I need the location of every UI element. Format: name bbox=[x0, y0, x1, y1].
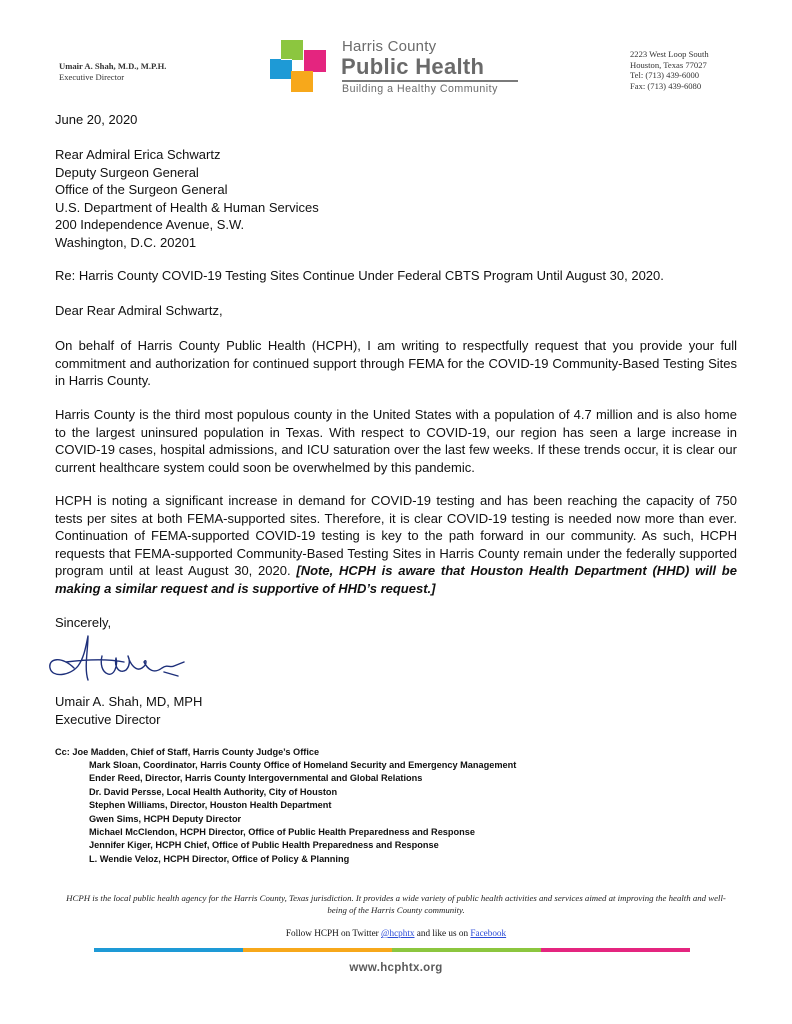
address-street: 2223 West Loop South bbox=[630, 49, 709, 59]
cc-item: Michael McClendon, HCPH Director, Office of Public Health Preparedness and Response bbox=[89, 827, 475, 838]
bar-segment-blue bbox=[94, 948, 243, 952]
cc-item: Dr. David Persse, Local Health Authority, City of Houston bbox=[89, 786, 338, 797]
address-city: Houston, Texas 77027 bbox=[630, 59, 707, 70]
signature-image bbox=[44, 628, 194, 688]
paragraph-2: Harris County is the third most populous county in the United States with a population of 4.7 million and is also home to the largest uninsured population in Texas. With respect to COVID-19, our region has seen a large increase in COVID-19 cases, hospital admissions, and ICU saturation over the last few weeks. If these trends occur, it is clear our current healthcare system could soon be overwhelmed by this pandemic. bbox=[55, 407, 737, 475]
bar-segment-green bbox=[392, 948, 541, 952]
paragraph-1: On behalf of Harris County Public Health (HCPH), I am writing to respectfully request that you provide your full commitment and authorization for continued support through FEMA for the COVID-19 Community-Based Testing Sites in Harris County. bbox=[55, 338, 737, 388]
follow-middle: and like us on bbox=[414, 928, 471, 938]
address-fax: Fax: (713) 439-6080 bbox=[630, 80, 702, 91]
hcph-logo-icon bbox=[268, 38, 330, 94]
cc-item: Stephen Williams, Director, Houston Health Department bbox=[89, 800, 332, 811]
director-title: Executive Director bbox=[59, 72, 125, 82]
paragraph-3 bbox=[55, 492, 737, 597]
logo-tagline: Building a Healthy Community bbox=[342, 83, 498, 95]
recipient-block bbox=[55, 146, 737, 251]
cc-item: Ender Reed, Director, Harris County Intergovernmental and Global Relations bbox=[89, 773, 423, 784]
closing: Sincerely, bbox=[55, 615, 112, 630]
signer-title: Executive Director bbox=[55, 711, 161, 727]
logo-name: Public Health bbox=[341, 54, 485, 79]
cc-item: Mark Sloan, Coordinator, Harris County Office of Homeland Security and Emergency Management bbox=[89, 760, 517, 770]
cc-list bbox=[89, 759, 516, 866]
logo-divider bbox=[342, 80, 518, 82]
paragraph-3-note: [Note, HCPH is aware that Houston Health Department (HHD) will be making a similar request and is supportive of HHD’s request.] bbox=[55, 563, 737, 596]
director-name: Umair A. Shah, M.D., M.P.H. bbox=[59, 61, 167, 71]
footer-description: HCPH is the local public health agency for the Harris County, Texas jurisdiction. It provides a wide variety of public health activities and services aimed at improving the health and well-being of the Harris County community. bbox=[66, 893, 726, 915]
footer-color-bar bbox=[94, 948, 690, 952]
office-address bbox=[630, 49, 709, 91]
recipient-line: U.S. Department of Health & Human Services bbox=[55, 199, 319, 215]
paragraph-3-text: HCPH is noting a significant increase in demand for COVID-19 testing and has been reaching the capacity of 750 tests per sites at both FEMA-supported sites. Therefore, it is clear COVID-19 testing is needed now more than ever. Continuation of FEMA-supported COVID-19 testing is key to the path forward in our community. As such, HCPH requests that FEMA-supported Community-Based Testing Sites in Harris County remain under the federally supported program until at least August 30, 2020. bbox=[55, 493, 737, 578]
bar-segment-orange bbox=[243, 948, 392, 952]
recipient-line: Deputy Surgeon General bbox=[55, 164, 199, 180]
address-tel: Tel: (713) 439-6000 bbox=[630, 70, 700, 81]
letter-date: June 20, 2020 bbox=[55, 112, 138, 127]
recipient-line: 200 Independence Avenue, S.W. bbox=[55, 217, 245, 232]
follow-prefix: Follow HCPH on Twitter bbox=[285, 928, 382, 938]
subject-line: Re: Harris County COVID-19 Testing Sites Continue Under Federal CBTS Program Until August 30, 2020. bbox=[55, 268, 664, 283]
signer-name: Umair A. Shah, MD, MPH bbox=[55, 694, 203, 709]
cc-item: L. Wendie Veloz, HCPH Director, Office of Policy & Planning bbox=[89, 853, 350, 864]
salutation: Dear Rear Admiral Schwartz, bbox=[55, 303, 223, 318]
twitter-link[interactable]: @hcphtx bbox=[381, 928, 415, 938]
recipient-line: Rear Admiral Erica Schwartz bbox=[55, 147, 221, 162]
recipient-line: Office of the Surgeon General bbox=[55, 182, 228, 197]
logo-county: Harris County bbox=[342, 38, 437, 55]
website-url: www.hcphtx.org bbox=[349, 962, 443, 974]
footer-follow bbox=[0, 928, 792, 938]
recipient-line: Washington, D.C. 20201 bbox=[55, 234, 197, 250]
bar-segment-pink bbox=[541, 948, 690, 952]
facebook-link[interactable]: Facebook bbox=[470, 928, 507, 938]
cc-item: Gwen Sims, HCPH Deputy Director bbox=[89, 813, 242, 824]
director-block bbox=[59, 61, 166, 83]
signer-block bbox=[55, 693, 737, 728]
cc-first: Cc: Joe Madden, Chief of Staff, Harris County Judge’s Office bbox=[55, 747, 320, 757]
cc-item: Jennifer Kiger, HCPH Chief, Office of Public Health Preparedness and Response bbox=[89, 840, 439, 851]
